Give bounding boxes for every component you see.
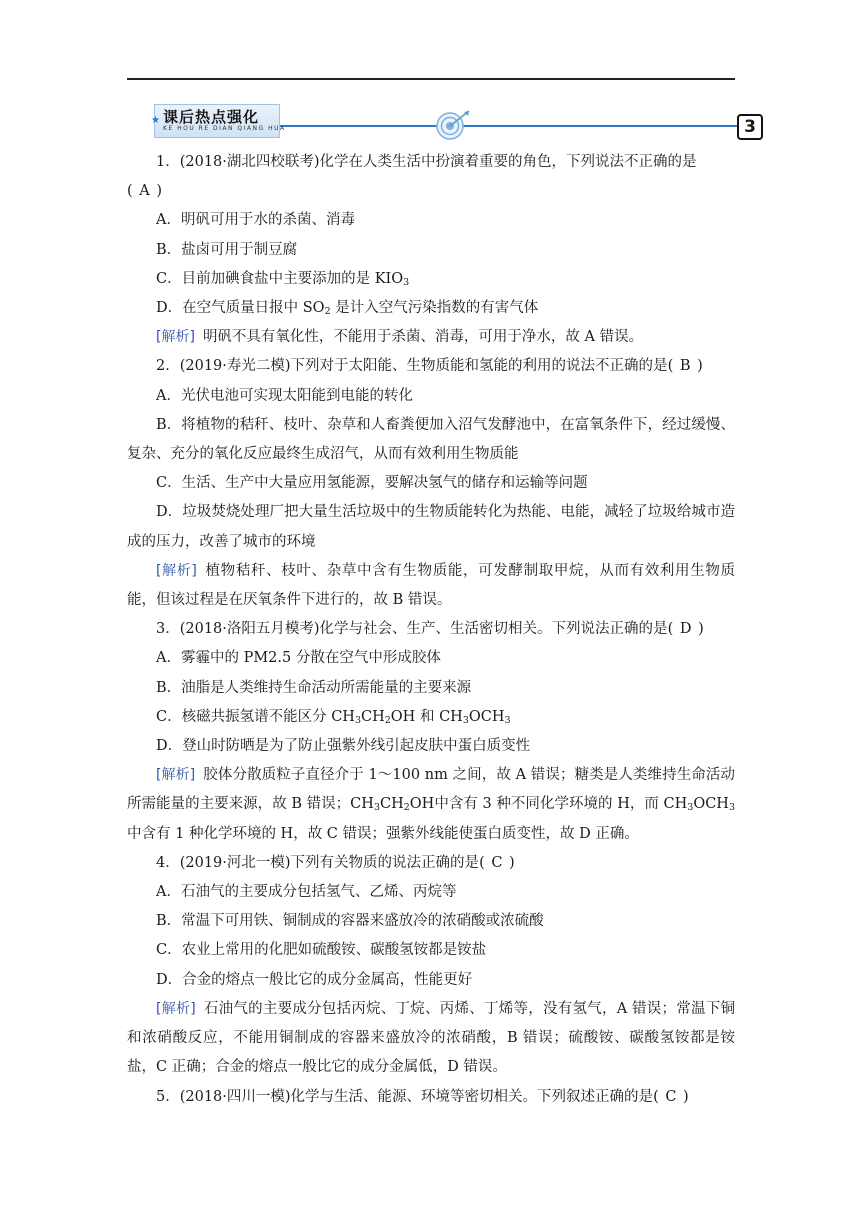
question-2-answer: ( B ) xyxy=(667,358,704,375)
question-list xyxy=(127,148,735,1112)
explanation-tag: [解析] xyxy=(156,329,195,346)
question-4-option-a: A．石油气的主要成分包括氢气、乙烯、丙烷等 xyxy=(156,884,457,901)
section-title: 课后热点强化 xyxy=(163,108,260,126)
question-3-option-b: B．油脂是人类维持生命活动所需能量的主要来源 xyxy=(156,679,472,696)
question-4-option-b: B．常温下可用铁、铜制成的容器来盛放冷的浓硝酸或浓硫酸 xyxy=(156,913,544,930)
question-1-explanation: [解析] 明矾不具有氧化性，不能用于杀菌、消毒，可用于净水，故 A 错误。 xyxy=(156,329,644,346)
question-3-option-a: A．雾霾中的 PM2.5 分散在空气中形成胶体 xyxy=(156,650,441,667)
question-1-option-c: C．目前加碘食盐中主要添加的是 $KIO_3$ xyxy=(156,270,410,288)
question-5-answer: ( C ) xyxy=(653,1088,690,1105)
question-3-answer: ( D ) xyxy=(667,621,705,638)
question-2-explanation: [解析] 植物秸秆、枝叶、杂草中含有生物质能，可发酵制取甲烷，从而有效利用生物质能，但该过程是在厌氧条件下进行的，故 B 错误。 xyxy=(127,562,735,609)
question-1-option-b: B．盐卤可用于制豆腐 xyxy=(156,241,298,258)
question-4-option-d: D．合金的熔点一般比它的成分金属高，性能更好 xyxy=(156,971,473,988)
question-2-option-b: B．将植物的秸秆、枝叶、杂草和人畜粪便加入沼气发酵池中，在富氧条件下，经过缓慢、复杂、充分的氧化反应最终生成沼气，从而有效利用生物质能 xyxy=(127,416,735,463)
question-3-stem: 3．(2018·洛阳五月模考)化学与社会、生产、生活密切相关。下列说法正确的是( D ) xyxy=(156,621,705,638)
target-icon xyxy=(434,106,474,142)
banner-line xyxy=(278,125,738,127)
question-2-option-c: C．生活、生产中大量应用氢能源，要解决氢气的储存和运输等问题 xyxy=(156,475,588,492)
banner-title-box xyxy=(151,104,286,138)
question-3-option-c: C．核磁共振氢谱不能区分 $CH_3CH_2OH$ 和 $CH_3OCH_3$ xyxy=(156,708,511,726)
question-4-explanation: [解析] 石油气的主要成分包括丙烷、丁烷、丙烯、丁烯等，没有氢气，A 错误；常温下铜和浓硝酸反应，不能用铜制成的容器来盛放冷的浓硝酸，B 错误；硫酸铵、碳酸氢铵都是铵盐，C 正确；合金的熔点一般比它的成分金属低，D 错误。 xyxy=(127,1000,735,1076)
question-2-stem: 2．(2019·寿光二模)下列对于太阳能、生物质能和氢能的利用的说法不正确的是( B ) xyxy=(156,358,704,375)
star-icon: ★ xyxy=(151,115,160,126)
question-3-option-d: D．登山时防晒是为了防止强紫外线引起皮肤中蛋白质变性 xyxy=(156,738,531,755)
explanation-tag: [解析] xyxy=(156,562,197,579)
question-4-answer: ( C ) xyxy=(479,854,516,871)
question-1-stem: 1．(2018·湖北四校联考)化学在人类生活中扮演着重要的角色，下列说法不正确的是 ( A ) xyxy=(127,154,697,200)
section-banner xyxy=(152,104,762,140)
question-1-option-a: A．明矾可用于水的杀菌、消毒 xyxy=(156,212,355,229)
question-5-stem: 5．(2018·四川一模)化学与生活、能源、环境等密切相关。下列叙述正确的是( C ) xyxy=(156,1088,690,1105)
question-1-option-d: D．在空气质量日报中 $SO_2$ 是计入空气污染指数的有害气体 xyxy=(156,300,539,318)
explanation-tag: [解析] xyxy=(156,1000,196,1017)
question-4-option-c: C．农业上常用的化肥如硫酸铵、碳酸氢铵都是铵盐 xyxy=(156,942,487,959)
question-1-answer: ( A ) xyxy=(127,183,164,200)
explanation-tag: [解析] xyxy=(156,767,196,784)
question-4-stem: 4．(2019·河北一模)下列有关物质的说法正确的是( C ) xyxy=(156,854,516,871)
question-2-option-a: A．光伏电池可实现太阳能到电能的转化 xyxy=(156,387,413,404)
section-number: 3 xyxy=(737,114,763,140)
header-rule xyxy=(127,78,735,80)
section-subtitle: KE HOU RE DIAN QIANG HUA xyxy=(163,125,286,132)
question-2-option-d: D．垃圾焚烧处理厂把大量生活垃圾中的生物质能转化为热能、电能，减轻了垃圾给城市造成的压力，改善了城市的环境 xyxy=(127,504,735,550)
question-3-explanation: [解析] 胶体分散质粒子直径介于 1～100 nm 之间，故 A 错误；糖类是人类维持生命活动所需能量的主要来源，故 B 错误；$CH_3CH_2OH$中含有 3 种不同化学环境的 H，而 $CH_3OCH_3$中含有 1 种化学环境的 H，故 C 错误；强紫外线能使蛋白质变性，故 D 正确。 xyxy=(127,767,736,842)
